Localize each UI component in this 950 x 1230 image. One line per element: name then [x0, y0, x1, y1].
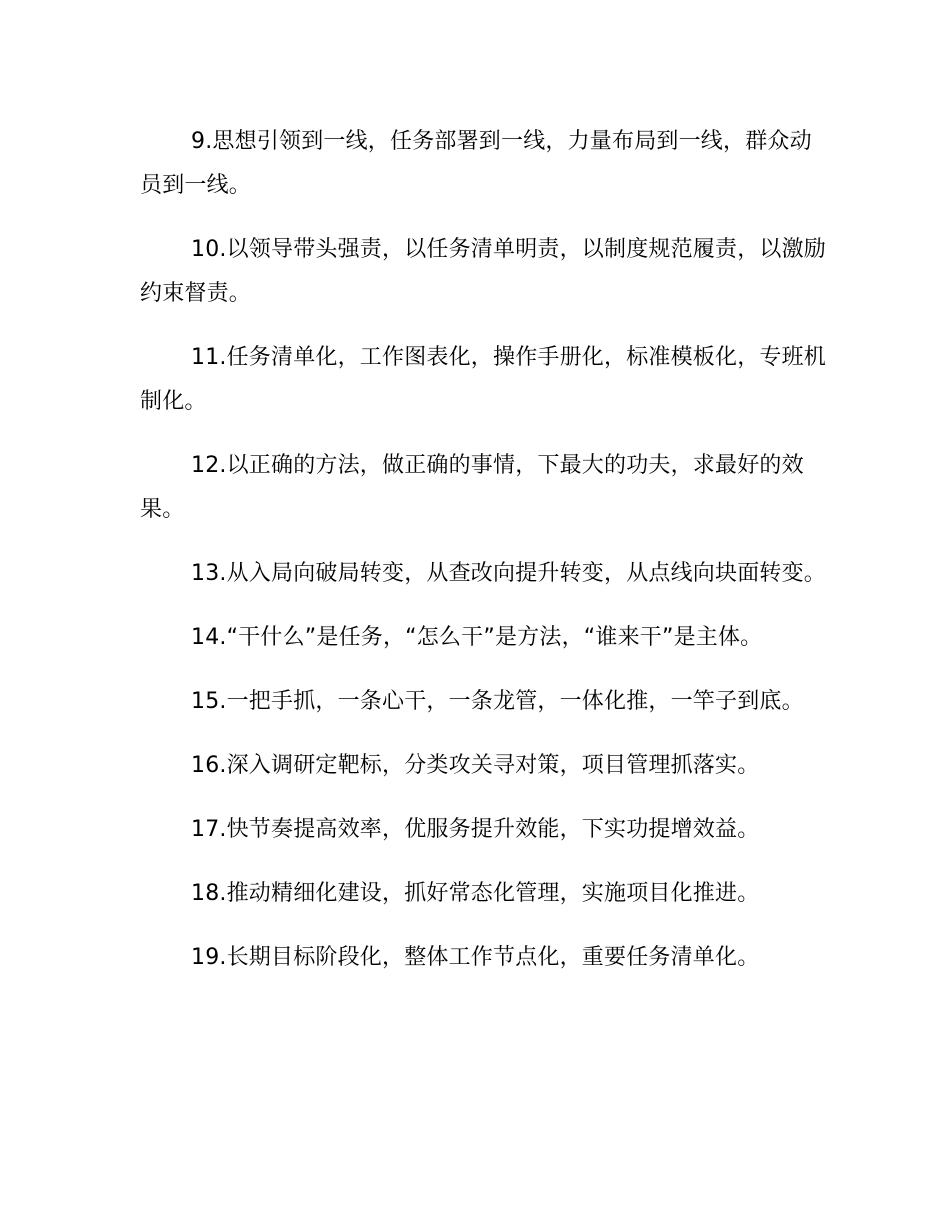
paragraph-12: 12.以正确的方法，做正确的事情，下最大的功夫，求最好的效果。: [140, 453, 804, 522]
paragraph-13: 13.从入局向破局转变，从查改向提升转变，从点线向块面转变。: [191, 561, 826, 586]
paragraph-17: 17.快节奏提高效率，优服务提升效能，下实功提增效益。: [191, 817, 760, 842]
paragraph-19: 19.长期目标阶段化，整体工作节点化，重要任务清单化。: [191, 945, 760, 970]
paragraph-11: 11.任务清单化，工作图表化，操作手册化，标准模板化，专班机制化。: [140, 345, 826, 414]
paragraph-10: 10.以领导带头强责，以任务清单明责，以制度规范履责，以激励约束督责。: [140, 237, 826, 306]
paragraph-18: 18.推动精细化建设，抓好常态化管理，实施项目化推进。: [191, 881, 760, 906]
paragraph-9: 9.思想引领到一线，任务部署到一线，力量布局到一线，群众动员到一线。: [140, 129, 812, 198]
paragraph-16: 16.深入调研定靶标，分类攻关寻对策，项目管理抓落实。: [191, 753, 760, 778]
paragraph-15: 15.一把手抓，一条心干，一条龙管，一体化推，一竿子到底。: [191, 689, 804, 714]
paragraph-14: 14.“干什么”是任务，“怎么干”是方法，“谁来干”是主体。: [191, 625, 763, 650]
document-body: [140, 120, 830, 1000]
